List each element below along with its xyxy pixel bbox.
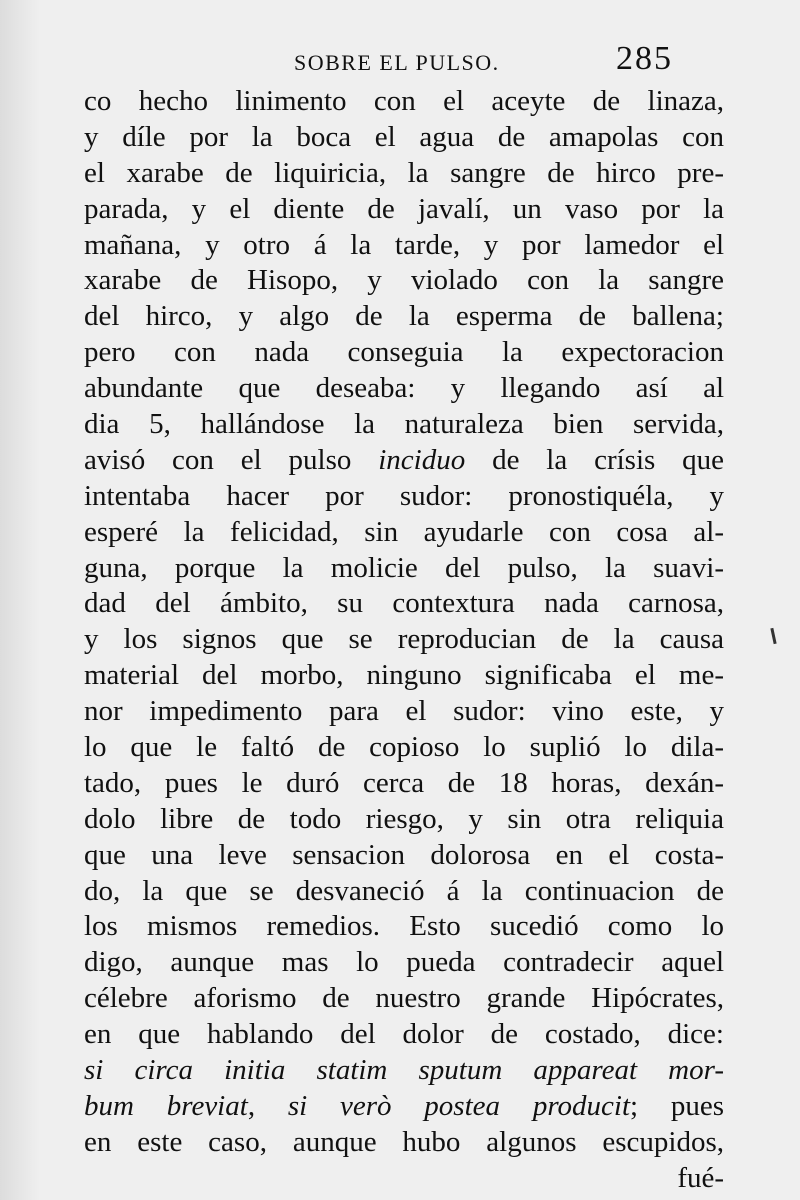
text-segment: material del morbo, ninguno significaba el me-	[84, 659, 724, 692]
text-segment: parada, y el diente de javalí, un vaso por la	[84, 192, 724, 225]
text-segment: en este caso, aunque hubo algunos escupidos,	[84, 1125, 724, 1158]
text-segment: el xarabe de liquiricia, la sangre de hirco pre-	[84, 156, 724, 189]
text-segment: pero con nada conseguia la expectoracion	[84, 336, 724, 369]
text-line	[84, 838, 724, 874]
italic-text-segment: si verò postea producit	[287, 1089, 631, 1122]
text-line	[84, 263, 724, 299]
text-segment: célebre aforismo de nuestro grande Hipócrates,	[84, 982, 724, 1015]
text-line	[84, 84, 724, 120]
text-line	[84, 228, 724, 264]
text-line	[84, 371, 724, 407]
text-segment: digo, aunque mas lo pueda contradecir aquel	[84, 946, 724, 979]
text-line	[84, 658, 724, 694]
italic-text-segment: si circa initia statim sputum appareat mor-	[84, 1054, 724, 1087]
text-segment: guna, porque la molicie del pulso, la suavi-	[84, 551, 724, 584]
text-segment: dad del ámbito, su contextura nada carnosa,	[84, 587, 724, 620]
text-line	[84, 407, 724, 443]
italic-text-segment: inciduo	[378, 443, 466, 476]
text-line	[84, 622, 724, 658]
text-line	[84, 156, 724, 192]
text-segment: fué-	[677, 1161, 724, 1194]
text-segment: xarabe de Hisopo, y violado con la sangre	[84, 264, 724, 297]
text-line	[84, 1017, 724, 1053]
margin-mark	[770, 628, 776, 644]
text-segment: avisó con el pulso	[84, 443, 379, 476]
text-line	[84, 730, 724, 766]
text-segment: ,	[247, 1089, 288, 1122]
text-line	[84, 192, 724, 228]
text-line	[84, 120, 724, 156]
text-line	[84, 1125, 724, 1161]
text-segment: nor impedimento para el sudor: vino este, y	[84, 695, 724, 728]
italic-text-segment: bum breviat	[84, 1089, 248, 1122]
text-segment: esperé la felicidad, sin ayudarle con cosa al-	[84, 515, 724, 548]
text-line	[84, 909, 724, 945]
text-segment: do, la que se desvaneció á la continuacion de	[84, 874, 724, 907]
text-segment: y los signos que se reproducian de la causa	[84, 623, 724, 656]
text-segment: ; pues	[630, 1089, 725, 1122]
text-segment: intentaba hacer por sudor: pronostiquéla, y	[84, 479, 724, 512]
text-line	[84, 981, 724, 1017]
text-segment: dia 5, hallándose la naturaleza bien servida,	[84, 408, 724, 441]
text-line	[84, 1089, 724, 1125]
page-number: 285	[616, 40, 673, 77]
text-segment: dolo libre de todo riesgo, y sin otra reliquia	[84, 802, 724, 835]
body-text	[84, 84, 724, 1197]
page-header	[0, 40, 800, 84]
text-segment: y díle por la boca el agua de amapolas con	[84, 120, 724, 153]
text-line	[84, 515, 724, 551]
text-line	[84, 694, 724, 730]
text-segment: mañana, y otro á la tarde, y por lamedor el	[84, 228, 724, 261]
text-line	[84, 551, 724, 587]
running-head: SOBRE EL PULSO.	[294, 50, 500, 75]
text-segment: tado, pues le duró cerca de 18 horas, dexán-	[84, 766, 724, 799]
text-line	[84, 479, 724, 515]
text-segment: los mismos remedios. Esto sucedió como lo	[84, 910, 724, 943]
text-segment: en que hablando del dolor de costado, dice:	[84, 1018, 724, 1051]
text-segment: que una leve sensacion dolorosa en el costa-	[84, 838, 724, 871]
text-segment: del hirco, y algo de la esperma de ballena;	[84, 300, 724, 333]
text-segment: abundante que deseaba: y llegando así al	[84, 372, 724, 405]
text-line	[84, 299, 724, 335]
text-line	[84, 443, 724, 479]
text-line	[84, 586, 724, 622]
text-segment: lo que le faltó de copioso lo suplió lo dila-	[84, 731, 724, 764]
text-line	[84, 1053, 724, 1089]
text-line	[84, 874, 724, 910]
text-line	[84, 1161, 724, 1197]
text-segment: de la crísis que	[465, 443, 724, 476]
text-line	[84, 802, 724, 838]
text-line	[84, 335, 724, 371]
text-line	[84, 766, 724, 802]
text-line	[84, 945, 724, 981]
text-segment: co hecho linimento con el aceyte de linaza,	[84, 85, 724, 117]
